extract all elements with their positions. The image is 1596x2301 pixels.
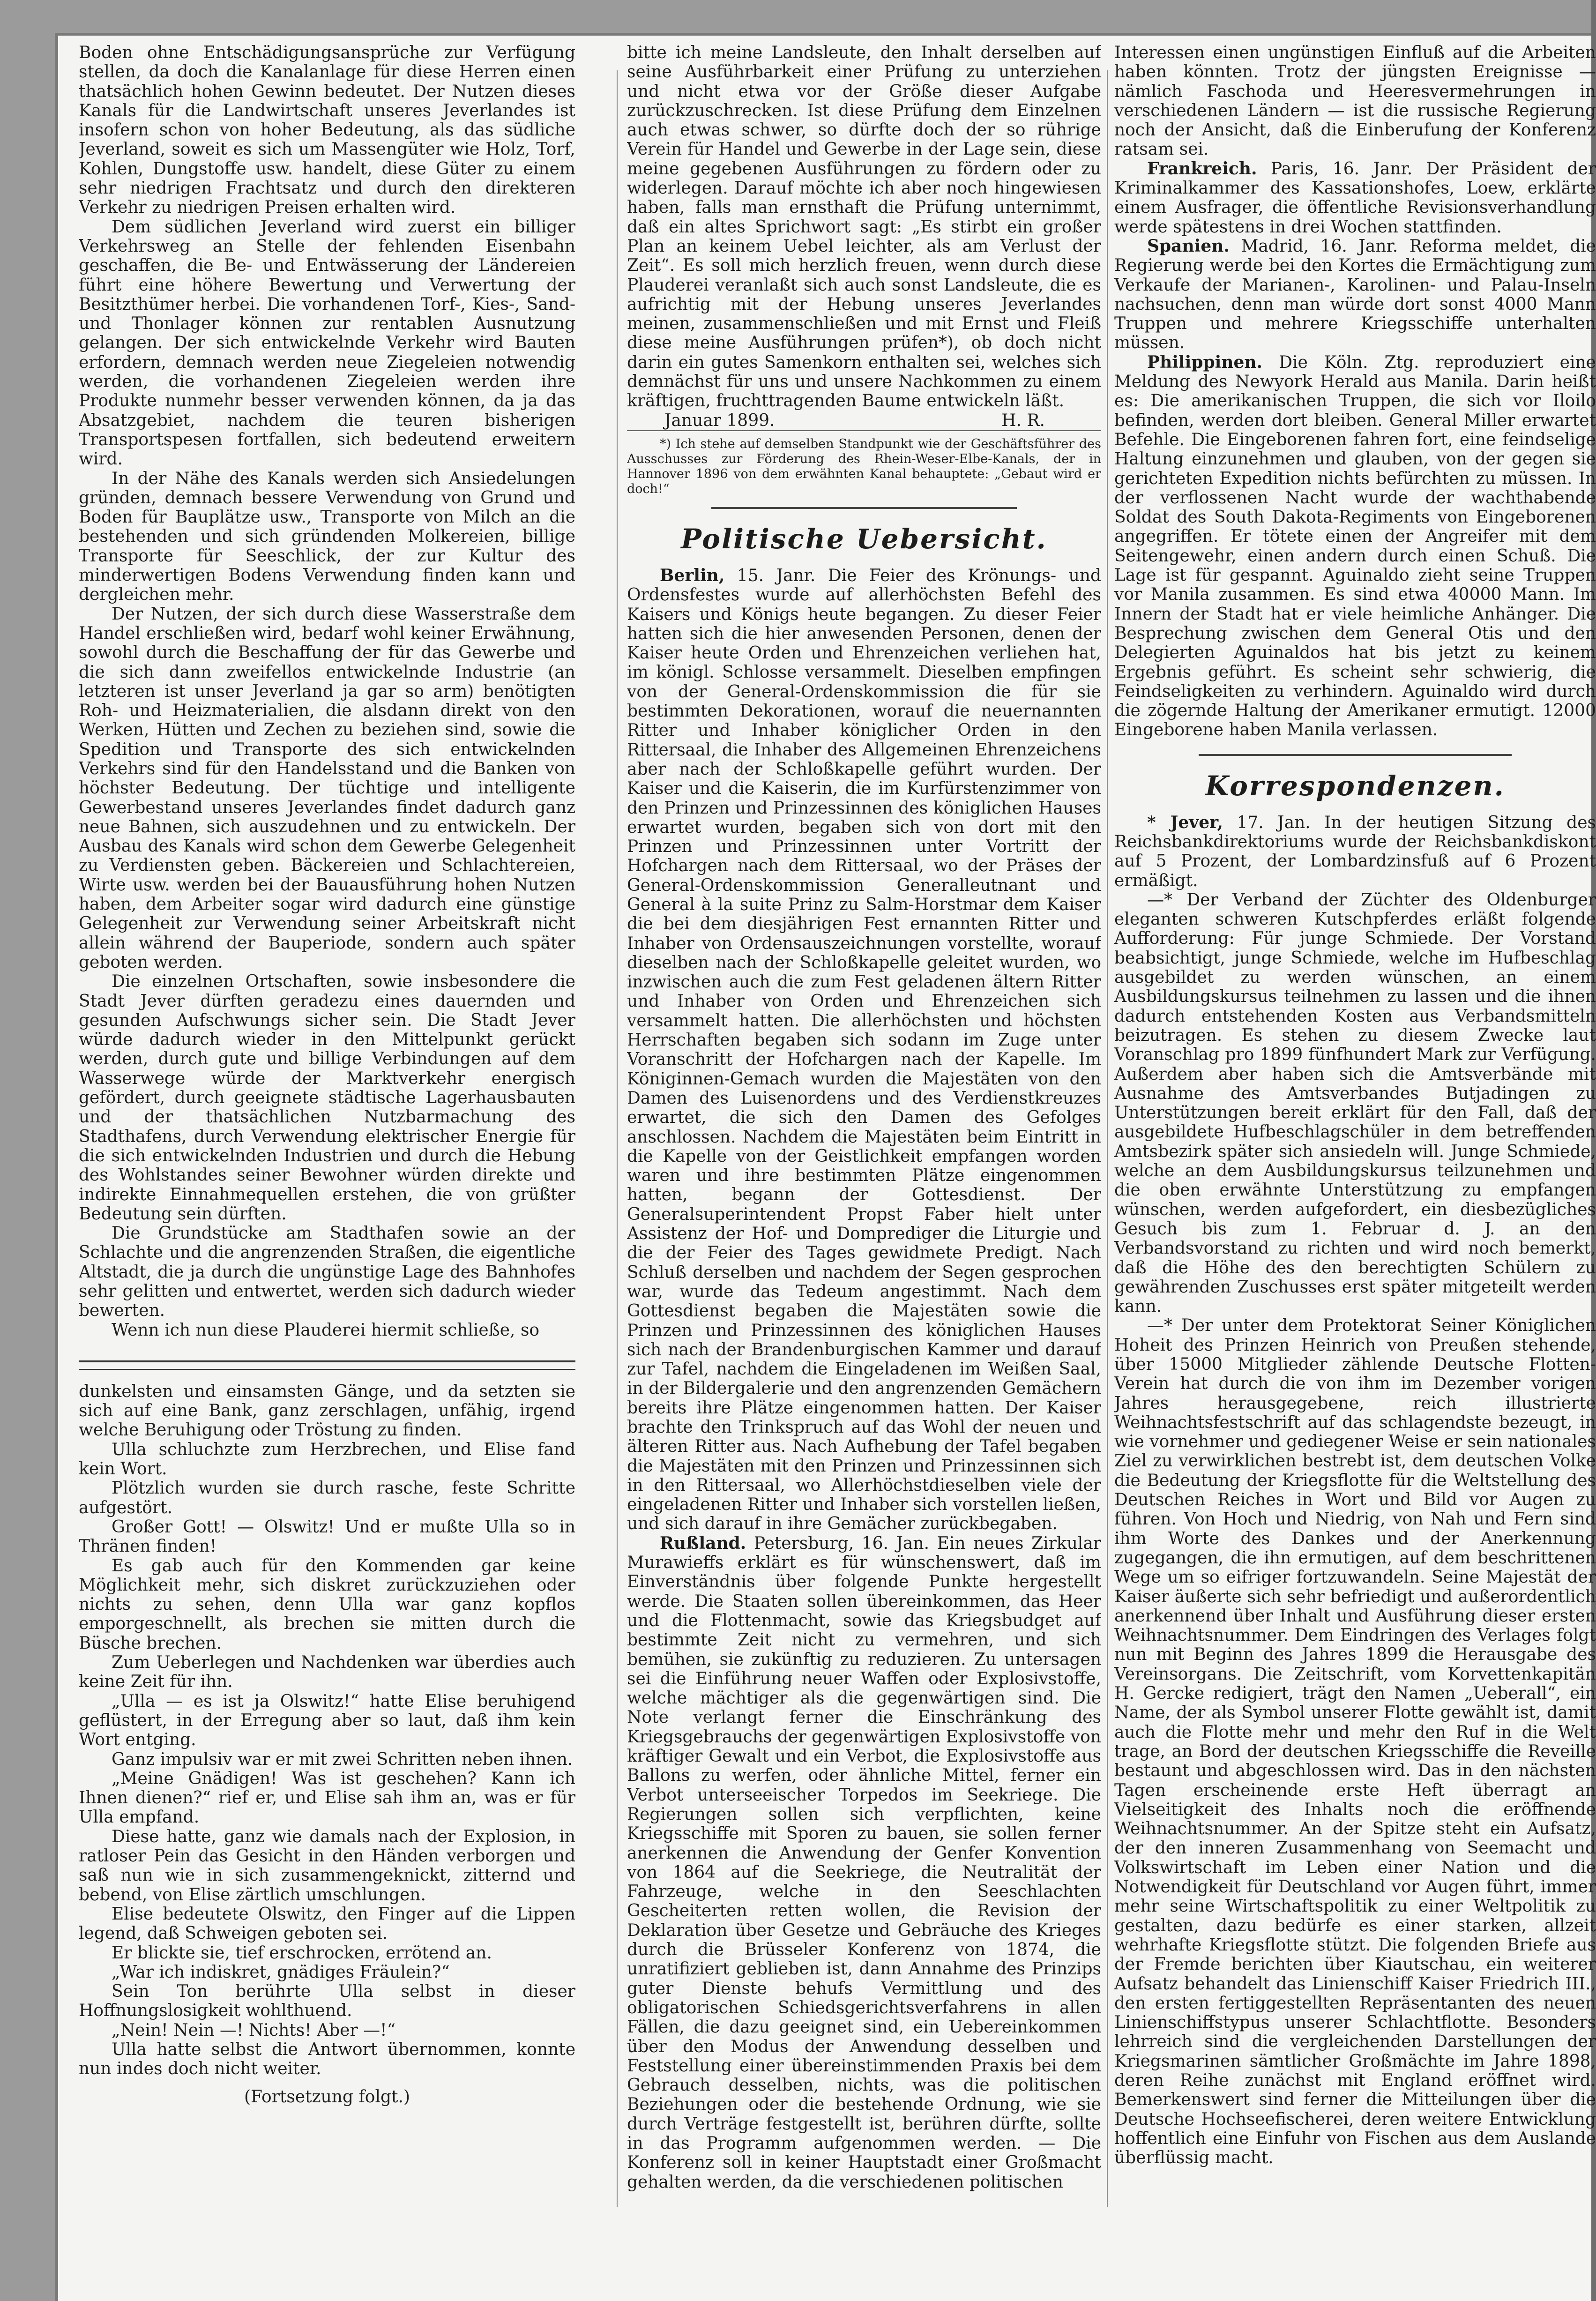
article-byline (627, 411, 1101, 430)
paragraph (79, 2040, 575, 2079)
paragraph (79, 43, 575, 217)
paragraph (79, 1653, 575, 1692)
paragraph-text: Dem südlichen Jeverland wird zuerst ein billiger Verkehrsweg an Stelle der fehlenden Eisenbahn geschaffen, die Be- und Entwässerung der Ländereien führt eine höhere Bewertung und Verwertung der Besitzthümer herbei. Die vorhandenen Torf-, Kies-, Sand- und Thonlager können zur rentablen Ausnutzung gelangen. Der sich entwickelnde Verkehr wird Bauten erfordern, demnach werden neue Ziegeleien notwendig werden, die vorhandenen Ziegeleien werden ihre Produkte nunmehr besser verwenden können, da ja das Absatzgebiet, nachdem die teuren bisherigen Transportspesen fortfallen, sich bedeutend erweitern wird. (79, 217, 575, 469)
paragraph-text: Zum Ueberlegen und Nachdenken war überdies auch keine Zeit für ihn. (79, 1653, 575, 1692)
paragraph-text: Ganz impulsiv war er mit zwei Schritten neben ihnen. (112, 1749, 573, 1769)
paragraph-text: Der Nutzen, der sich durch diese Wasserstraße dem Handel erschließen wird, bedarf wohl keiner Erwähnung, sowohl durch die Beschaffung der für das Gewerbe und die sich dann zweifellos entwickelnde Industrie (an letzteren ist unser Jeverland ja gar so arm) benötigten Roh- und Heizmaterialien, die alsdann direkt von den Werken, Hütten und Zechen zu beziehen sind, sowie die Spedition und Transporte des sich entwickelnden Verkehrs sind für den Handelsstand und die Banken von höchster Bedeutung. Der tüchtige und intelligente Gewerbestand unseres Jeverlandes findet dadurch ganz neue Bahnen, sich auszudehnen und zu entwickeln. Der Ausbau des Kanals wird schon dem Gewerbe Gelegenheit zu Verdiensten geben. Bäckereien und Schlachtereien, Wirte usw. werden bei der Bauausführung hohen Nutzen haben, dem Arbeiter sogar wird dadurch eine günstige Gelegenheit zur Verwendung seiner Arbeitskraft nicht allein während der Bauperiode, sondern auch später geboten werden. (79, 604, 575, 972)
dateline-lead: Rußland. (660, 1533, 746, 1553)
paragraph (79, 1224, 575, 1320)
paragraph (79, 1750, 575, 1769)
paragraph (79, 1517, 575, 1556)
paragraph (79, 1769, 575, 1827)
section-title-correspondence: Korrespondenzen. (1205, 769, 1505, 802)
paragraph (79, 2021, 575, 2040)
novel-feuilleton (79, 1382, 575, 2079)
paragraph (1114, 353, 1596, 740)
paragraph-text: Interessen einen ungünstigen Einfluß auf die Arbeiten haben könnten. Trotz der jüngsten Ereignisse — nämlich Faschoda und Heeresvermehrungen in verschiedenen Ländern — ist die russische Regierung noch der Ansicht, daß die Einberufung der Konferenz ratsam sei. (1114, 43, 1596, 159)
dateline-lead: Frankreich. (1147, 158, 1257, 179)
column-2 (627, 43, 1101, 2199)
paragraph-text: Plötzlich wurden sie durch rasche, feste Schritte aufgestört. (79, 1479, 575, 1517)
column-rule-1 (617, 70, 618, 2207)
dateline-lead: Philippinen. (1147, 352, 1263, 372)
dateline-lead: Spanien. (1147, 236, 1230, 256)
paragraph-text: —* Der unter dem Protektorat Seiner Königlichen Hoheit des Prinzen Heinrich von Preußen stehende, über 15000 Mitglieder zählende Deutsche Flotten-Verein hat durch die von ihm im Dezember vorigen Jahres herausgegebene, reich illustrierte Weihnachtsfestschrift auf das schlagendste bezeugt, in wie vornehmer und gediegener Weise er sein nationales Ziel zu verwirklichen bestrebt ist, dem deutschen Volke die Bedeutung der Kriegsflotte für die Weltstellung des Deutschen Reiches in Wort und Bild vor Augen zu führen. Von Hoch und Niedrig, von Nah und Fern sind ihm Worte des Dankes und der Anerkennung zugegangen, die ihn ermutigen, auf dem beschrittenen Wege um so eifriger fortzuwandeln. Seine Majestät der Kaiser äußerte sich sehr befriedigt und außerordentlich anerkennend über Inhalt und Ausführung dieser ersten Weihnachtsnummer. Dem Eindringen des Verlages folgt nun mit Beginn des Jahres 1899 die Herausgabe des Vereinsorgans. Die Zeitschrift, vom Korvettenkapitän H. Gercke redigiert, trägt den Namen „Ueberall“, ein Name, der als Symbol unserer Flotte gewählt ist, damit auch die Flotte mehr und mehr den Ruf in die Welt trage, an Bord der deutschen Kriegsschiffe die Reveille bestaunt und abgeschlossen wird. Das in den nächsten Tagen erscheinende erste Heft überragt an Vielseitigkeit des Inhalts noch die eröffnende Weihnachtsnummer. An der Spitze steht ein Aufsatz, der den inneren Zusammenhang von Seemacht und Volkswirtschaft im Leben einer Nation und die Notwendigkeit für Deutschland vor Augen führt, immer mehr seine Wirtschaftspolitik zu einer Weltpolitik zu gestalten, dazu bedürfe es einer starken, allzeit wehrhafte Kriegsflotte stützt. Die folgenden Briefe aus der Fremde berichten über Kiautschau, ein weiterer Aufsatz behandelt das Linienschiff Kaiser Friedrich III., den ersten fertiggestellten Repräsentanten des neuen Linienschiffstypus unserer Schlachtflotte. Besonders lehrreich sind die vergleichenden Darstellungen der Kriegsmarinen sämtlicher Großmächte im Jahre 1898, deren Reihe zunächst mit England eröffnet wird. Bemerkenswert sind ferner die Mitteilungen über die Deutsche Hochseefischerei, deren weitere Entwicklung hoffentlich eine Einfuhr von Fischen aus dem Auslande überflüssig macht. (1114, 1316, 1596, 2168)
paragraph-text: In der Nähe des Kanals werden sich Ansiedelungen gründen, demnach bessere Verwendung von Grund und Boden für Bauplätze usw., Transporte von Milch an die bestehenden und sich gründenden Molkereien, billige Transporte für Seeschlick, der zur Kultur des minderwertigen Bodens Verwendung finden kann und dergleichen mehr. (79, 469, 575, 605)
paragraph-text: bitte ich meine Landsleute, den Inhalt derselben auf seine Ausführbarkeit einer Prüfung zu unterziehen und nicht etwa vor der Größe dieser Aufgabe zurückzuschrecken. Ist diese Prüfung dem Einzelnen auch etwas schwer, so dürfte doch der so rührige Verein für Handel und Gewerbe in der Lage sein, diese meine gegebenen Ausführungen zu fördern oder zu widerlegen. Darauf möchte ich aber noch hingewiesen haben, falls man ernsthaft die Prüfung unternimmt, daß ein altes Sprichwort sagt: „Es stirbt ein großer Plan an keinem Uebel leichter, als am Verlust der Zeit“. Es soll mich herzlich freuen, wenn durch diese Plauderei veranlaßt sich auch sonst Landsleute, die es aufrichtig mit der Hebung unseres Jeverlandes meinen, zusammenschließen und mit Ernst und Fleiß diese meine Ausführungen prüfen*), ob doch nicht darin ein gutes Samenkorn enthalten sei, welches sich demnächst für uns und unsere Nachkommen zu einem kräftigen, fruchttragenden Baume entwickeln läßt. (627, 43, 1101, 411)
paragraph-text: „Ulla — es ist ja Olswitz!“ hatte Elise beruhigend geflüstert, in der Erregung aber so laut, daß ihm kein Wort entging. (79, 1691, 575, 1750)
foreign-news (1114, 43, 1596, 740)
paragraph (79, 972, 575, 1224)
paragraph-text: Boden ohne Entschädigungsansprüche zur Verfügung stellen, da doch die Kanalanlage für diese Herren einen thatsächlich hohen Gewinn bedeutet. Der Nutzen dieses Kanals für die Landwirtschaft unseres Jeverlandes ist insofern schon von hoher Bedeutung, als das südliche Jeverland, soweit es sich um Massengüter wie Holz, Torf, Kohlen, Dungstoffe usw. handelt, diese Güter zu einem sehr niedrigen Frachtsatz und durch den direkteren Verkehr zu niedrigen Preisen erhalten wird. (79, 43, 575, 217)
paragraph (79, 1827, 575, 1905)
paragraph (79, 469, 575, 605)
paragraph-text: Ulla hatte selbst die Antwort übernommen, konnte nun indes doch nicht weiter. (79, 2040, 575, 2079)
column-3 (1114, 43, 1596, 2199)
article-signature: H. R. (1001, 411, 1045, 430)
paragraph-text: Elise bedeutete Olswitz, den Finger auf die Lippen legend, daß Schweigen geboten sei. (79, 1904, 575, 1943)
paragraph-text: 15. Janr. Die Feier des Krönungs- und Ordensfestes wurde auf allerhöchsten Befehl des Kaisers und Königs heute begangen. Zu dieser Feier hatten sich die hier anwesenden Personen, denen der Kaiser heute Orden und Ehrenzeichen verliehen hat, im königl. Schlosse versammelt. Dieselben empfingen von der General-Ordenskommission die für sie bestimmten Dekorationen, worauf die neuernannten Ritter und Inhaber königlicher Orden in den Rittersaal, die Inhaber des Allgemeinen Ehrenzeichens aber nach der Schloßkapelle geführt wurden. Der Kaiser und die Kaiserin, die im Kurfürstenzimmer von den Prinzen und Prinzessinnen des königlichen Hauses erwartet wurden, begaben sich von dort mit den Prinzen und Prinzessinnen unter Vortritt der Hofchargen nach dem Rittersaal, wo der Präses der General-Ordenskommission Generalleutnant und General à la suite Prinz zu Salm-Horstmar dem Kaiser die bei dem diesjährigen Fest ernannten Ritter und Inhaber von Ordensauszeichnungen vorstellte, worauf dieselben nach der Schloßkapelle geleitet wurden, wo inzwischen auch die zum Fest geladenen ältern Ritter und Inhaber von Orden und Ehrenzeichen sich versammelt hatten. Die allerhöchsten und höchsten Herrschaften begaben sich sodann im Zuge unter Voranschritt der Hofchargen nach der Kapelle. Im Königinnen-Gemach wurden die Majestäten von den Damen des Luisenordens und des Verdienstkreuzes erwartet, die sich den Damen des Gefolges anschlossen. Nachdem die Majestäten beim Eintritt in die Kapelle von der Geistlichkeit empfangen worden waren und ihre bestimmten Plätze eingenommen hatten, begann der Gottesdienst. Der Generalsuperintendent Propst Faber hielt unter Assistenz der Hof- und Domprediger die Liturgie und die der Feier des Tages gewidmete Predigt. Nach Schluß derselben und nachdem der Segen gesprochen war, wurde das Tedeum angestimmt. Nach dem Gottesdienst begaben die Majestäten sowie die Prinzen und Prinzessinnen des königlichen Hauses sich nach der Brandenburgischen Kammer und darauf zur Tafel, nachdem die Eingeladenen im Weißen Saal, in der Bildergalerie und den angrenzenden Gemächern bereits ihre Plätze eingenommen hatten. Der Kaiser brachte den Trinkspruch auf das Wohl der neuen und älteren Ritter aus. Nach Aufhebung der Tafel begaben die Majestäten mit den Prinzen und Prinzessinnen sich in den Rittersaal, wo Allerhöchstdieselben viele der eingeladenen Ritter und Inhaber sich vorstellen ließen, und sich darauf in ihre Gemächer zurückbegaben. (627, 566, 1101, 1534)
paragraph-text: Die einzelnen Ortschaften, sowie insbesondere die Stadt Jever dürften geradezu eines dauernden und gesunden Aufschwungs sicher sein. Die Stadt Jever würde dadurch wieder in den Mittelpunkt gerückt werden, durch gute und billige Verbindungen auf dem Wasserwege würde der Marktverkehr energisch gefördert, durch geeignete städtische Lagerhausbauten und der thatsächlichen Nutzbarmachung des Stadthafens, durch Verwendung elektrischer Energie für die sich entwickelnden Industrien und durch die Hebung des Wohlstandes seiner Bewohner würden direkte und indirekte Einnahmequellen erstehen, die von grüßter Bedeutung sein dürften. (79, 972, 575, 1224)
dateline-lead: Berlin, (660, 565, 725, 585)
paragraph-text: Petersburg, 16. Jan. Ein neues Zirkular Murawieffs erklärt es für wünschenswert, daß im Einverständnis über folgende Punkte hergestellt werde. Die Staaten sollen übereinkommen, das Heer und die Flottenmacht, sowie das Kriegsbudget auf bestimmte Zeit nicht zu vermehren, und sich bemühen, sie zukünftig zu reduzieren. Zu untersagen sei die Einführung neuer Waffen oder Explosivstoffe, welche mächtiger als die gegenwärtigen sind. Die Note verlangt ferner die Einschränkung des Kriegsgebrauchs der gegenwärtigen Explosivstoffe von kräftiger Gewalt und ein Verbot, die Explosivstoffe aus Ballons zu werfen, oder ähnliche Mittel, ferner ein Verbot unterseeischer Torpedos im Seekriege. Die Regierungen sollen sich verpflichten, keine Kriegsschiffe mit Sporen zu bauen, sie sollen ferner anerkennen die Anwendung der Genfer Konvention von 1864 auf die Seekriege, die Neutralität der Fahrzeuge, welche in den Seeschlachten Gescheiterten retten wollen, die Revision der Deklaration über Gesetze und Gebräuche des Krieges durch die Brüsseler Konferenz von 1874, die unratifiziert geblieben ist, dann Annahme des Prinzips guter Dienste behufs Vermittlung und des obligatorischen Schiedsgerichtsverfahrens in allen Fällen, die dazu geeignet sind, ein Uebereinkommen über den Modus der Anwendung desselben und Feststellung einer übereinstimmenden Praxis bei dem Gebrauch desselben, nichts, was die politischen Beziehungen oder die bestehende Ordnung, wie sie durch Verträge festgestellt ist, berühren dürfte, sollte in das Programm aufgenommen werden. — Die Konferenz soll in keiner Hauptstadt einer Großmacht gehalten werden, da die verschiedenen politischen (627, 1533, 1101, 2192)
paragraph-text: Er blickte sie, tief erschrocken, errötend an. (112, 1943, 492, 1963)
paragraph (79, 1905, 575, 1943)
paragraph-text: Großer Gott! — Olswitz! Und er mußte Ulla so in Thränen finden! (79, 1517, 575, 1556)
footnote: *) Ich stehe auf demselben Standpunkt wie der Geschäftsführer des Ausschusses zur Förderung des Rhein-Weser-Elbe-Kanals, der in Hannover 1896 von dem erwähnten Kanal behauptete: „Gebaut wird er doch!“ (627, 430, 1101, 497)
column-1 (79, 43, 575, 2199)
dateline-lead: * Jever, (1147, 812, 1223, 832)
paragraph (627, 566, 1101, 1534)
correspondence-section (1114, 813, 1596, 2168)
paragraph (1114, 1316, 1596, 2167)
paragraph-text: Paris, 16. Janr. Der Präsident der Kriminalkammer des Kassationshofes, Loew, erklärte einem Ausfrager, die öffentliche Revisionsverhandlung werde spätestens in drei Wochen stattfinden. (1114, 159, 1596, 237)
section-separator (711, 507, 1017, 509)
column-rule-2 (1107, 70, 1108, 2207)
paragraph (79, 1963, 575, 1982)
section-title-politics: Politische Uebersicht. (681, 523, 1047, 555)
paragraph-text: Wenn ich nun diese Plauderei hiermit schließe, so (112, 1320, 540, 1340)
paragraph-text: „War ich indiskret, gnädiges Fräulein?“ (112, 1962, 450, 1982)
paragraph (79, 1556, 575, 1653)
paragraph-text: „Meine Gnädigen! Was ist geschehen? Kann ich Ihnen dienen?“ rief er, und Elise sah ihm an, was er für Ulla empfand. (79, 1769, 575, 1827)
section-separator (1199, 754, 1512, 756)
paragraph-text: Diese hatte, ganz wie damals nach der Explosion, in ratloser Pein das Gesicht in den Händen verborgen und saß nun wie in sich zusammengeknickt, zitternd und bebend, von Elise zärtlich umschlungen. (79, 1827, 575, 1905)
paragraph-text: 17. Jan. In der heutigen Sitzung des Reichsbankdirektoriums wurde der Reichsbankdiskont auf 5 Prozent, der Lombardzinsfuß auf 6 Prozent ermäßigt. (1114, 813, 1596, 890)
paragraph (79, 1692, 575, 1750)
paragraph (627, 43, 1101, 411)
paragraph-text: Sein Ton berührte Ulla selbst in dieser Hoffnungslosigkeit wohlthuend. (79, 1982, 575, 2021)
paragraph-text: dunkelsten und einsamsten Gänge, und da setzten sie sich auf eine Bank, ganz zerschlagen, unfähig, irgend welche Beruhigung oder Tröstung zu finden. (79, 1382, 575, 1440)
feuilleton-separator (79, 1360, 575, 1370)
paragraph-text: Die Grundstücke am Stadthafen sowie an der Schlachte und die angrenzenden Straßen, die eigentliche Altstadt, die ja durch die ungünstige Lage des Bahnhofes sehr gelitten und entwertet, werden sich dadurch wieder bewerten. (79, 1224, 575, 1321)
article-date: Januar 1899. (664, 411, 775, 430)
paragraph (79, 605, 575, 972)
paragraph-text: „Nein! Nein —! Nichts! Aber —!“ (112, 2020, 396, 2040)
paragraph (79, 1943, 575, 1963)
paragraph (1114, 43, 1596, 159)
paragraph (79, 1321, 575, 1340)
kanal-article-conclusion (627, 43, 1101, 411)
kanal-article (79, 43, 575, 1340)
paragraph-text: Ulla schluchzte zum Herzbrechen, und Elise fand kein Wort. (79, 1440, 575, 1479)
paragraph-text: Madrid, 16. Janr. Reforma meldet, die Regierung werde bei den Kortes die Ermächtigung zum Verkaufe der Marianen-, Karolinen- und Palau-Inseln nachsuchen, denn man würde dort sonst 4000 Mann Truppen und mehrere Kriegsschiffe unterhalten müssen. (1114, 236, 1596, 353)
paragraph (79, 1440, 575, 1479)
paragraph (1114, 237, 1596, 353)
paragraph (627, 1534, 1101, 2192)
paragraph (79, 1382, 575, 1440)
paragraph-text: —* Der Verband der Züchter des Oldenburger eleganten schweren Kutschpferdes erläßt folgende Aufforderung: Für junge Schmiede. Der Vorstand beabsichtigt, junge Schmiede, welche im Hufbeschlag ausgebildet zu werden wünschen, an einem Ausbildungskursus teilnehmen zu lassen und die ihnen dadurch entstehenden Kosten aus Verbandsmitteln beizutragen. Es stehen zu diesem Zwecke laut Voranschlag pro 1899 fünfhundert Mark zur Verfügung. Außerdem aber haben sich die Amtsverbände mit Ausnahme des Amtsverbandes Butjadingen zu Unterstützungen bereit erklärt für den Fall, daß der ausgebildete Hufbeschlagschüler in dem betreffenden Amtsbezirk später sich ansiedeln will. Junge Schmiede, welche an dem Ausbildungskursus teilzunehmen und die oben erwähnte Unterstützung zu empfangen wünschen, werden aufgefordert, ein diesbezügliches Gesuch bis zum 1. Februar d. J. an den Verbandsvorstand zu richten und wird noch bemerkt, daß die Höhe des den berechtigten Schülern zu gewährenden Zuschusses erst später mitgeteilt werden kann. (1114, 890, 1596, 1316)
continuation-note: (Fortsetzung folgt.) (244, 2087, 410, 2107)
paragraph (79, 1479, 575, 1517)
paragraph (1114, 159, 1596, 237)
paragraph-text: Die Köln. Ztg. reproduziert eine Meldung des Newyork Herald aus Manila. Darin heißt es: Die amerikanischen Truppen, die sich vor Iloilo befinden, werden dort bleiben. General Miller erwartet Befehle. Die Eingeborenen fahren fort, eine feindselige Haltung einzunehmen und glauben, von der gegen sie gerichteten Expedition nichts befürchten zu müssen. In der verflossenen Nacht wurde der wachthabende Soldat des South Dakota-Regiments von Eingeborenen angegriffen. Er tötete einen der Angreifer mit dem Seitengewehr, einen andern durch einen Schuß. Die Lage ist für gespannt. Aguinaldo zieht seine Truppen vor Manila zusammen. Es sind etwa 40000 Mann. Im Innern der Stadt hat er viele heimliche Anhänger. Die Besprechung zwischen dem General Otis und den Delegierten Aguinaldos hat bis jetzt zu keinem Ergebnis geführt. Es scheint sehr schwierig, die Feindseligkeiten zu verhindern. Aguinaldo wird durch die zögernde Haltung der Amerikaner ermutigt. 12000 Eingeborene haben Manila verlassen. (1114, 352, 1596, 740)
paragraph (79, 1982, 575, 2021)
paragraph (1114, 813, 1596, 890)
politics-section (627, 566, 1101, 2192)
paragraph (79, 217, 575, 469)
paragraph-text: Es gab auch für den Kommenden gar keine Möglichkeit mehr, sich diskret zurückzuziehen oder nichts zu sehen, denn Ulla war ganz kopflos emporgeschnellt, als brechen sie mitten durch die Büsche brechen. (79, 1556, 575, 1653)
paragraph (1114, 890, 1596, 1316)
